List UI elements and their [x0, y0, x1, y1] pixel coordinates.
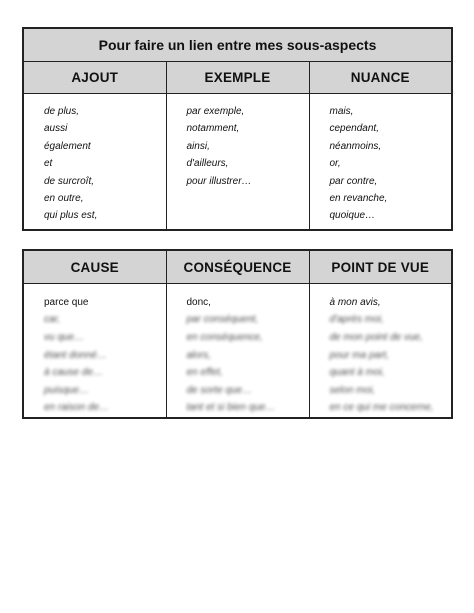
column-nuance: [309, 94, 452, 230]
list-item: étant donné…: [44, 349, 107, 361]
header-consequence: CONSÉQUENCE: [166, 250, 309, 284]
list-item: néanmoins,: [329, 140, 382, 152]
list-item: de plus,: [44, 106, 80, 117]
header-ajout: AJOUT: [23, 62, 166, 94]
list-item: vu que…: [44, 332, 85, 343]
list-item: quoique…: [329, 210, 376, 222]
list-item: selon moi,: [329, 384, 376, 396]
list-item: cependant,: [329, 123, 379, 135]
list-item: en raison de…: [44, 402, 110, 414]
list-item: mais,: [329, 106, 354, 117]
list-item: en outre,: [44, 193, 84, 205]
column-consequence: [166, 284, 309, 418]
list-item: donc,: [186, 297, 211, 308]
list-item: de surcroît,: [44, 175, 95, 187]
header-cause: CAUSE: [23, 250, 166, 284]
list-item: également: [44, 140, 91, 152]
list-item: qui plus est,: [44, 210, 98, 222]
list-item: de mon point de vue,: [329, 332, 423, 343]
table-title: Pour faire un lien entre mes sous-aspects: [23, 28, 452, 62]
list-item: aussi: [44, 123, 68, 135]
list-item: tant et si bien que…: [186, 402, 276, 414]
list-item: car,: [44, 314, 61, 326]
list-item: d'ailleurs,: [186, 158, 229, 170]
nuance-list: [330, 103, 452, 225]
column-point-de-vue: [309, 284, 452, 418]
exemple-list: [187, 103, 309, 190]
list-item: par conséquent,: [186, 314, 259, 326]
cause-list-blurred: [44, 311, 166, 417]
header-nuance: NUANCE: [309, 62, 452, 94]
list-item: à mon avis,: [329, 297, 381, 308]
list-item: en effet,: [186, 367, 223, 379]
list-item: ainsi,: [186, 140, 210, 152]
header-exemple: EXEMPLE: [166, 62, 309, 94]
consequence-list-blurred: [187, 311, 309, 417]
list-item: or,: [329, 158, 341, 170]
cause-list: [44, 294, 166, 311]
list-item: en revanche,: [329, 193, 388, 205]
list-item: à cause de…: [44, 367, 103, 379]
list-item: d'après moi,: [329, 314, 384, 326]
list-item: et: [44, 158, 53, 170]
column-ajout: [23, 94, 166, 230]
ajout-list: [44, 103, 166, 225]
list-item: par contre,: [329, 175, 378, 187]
list-item: en conséquence,: [186, 332, 263, 343]
list-item: puisque…: [44, 384, 90, 396]
header-point-de-vue: POINT DE VUE: [309, 250, 452, 284]
connectors-table-2: [22, 249, 453, 419]
list-item: en ce qui me concerne,: [329, 402, 434, 414]
list-item: de sorte que…: [186, 384, 253, 396]
consequence-list: [187, 294, 309, 311]
list-item: quant à moi,: [329, 367, 385, 379]
column-cause: [23, 284, 166, 418]
connectors-table-1: [22, 27, 453, 231]
point-de-vue-list-blurred: [330, 311, 452, 417]
column-exemple: [166, 94, 309, 230]
list-item: notamment,: [186, 123, 240, 135]
list-item: alors,: [186, 349, 211, 361]
list-item: parce que: [44, 297, 89, 308]
list-item: pour ma part,: [329, 349, 389, 361]
list-item: pour illustrer…: [186, 175, 252, 187]
list-item: par exemple,: [186, 106, 245, 117]
point-de-vue-list: [330, 294, 452, 311]
